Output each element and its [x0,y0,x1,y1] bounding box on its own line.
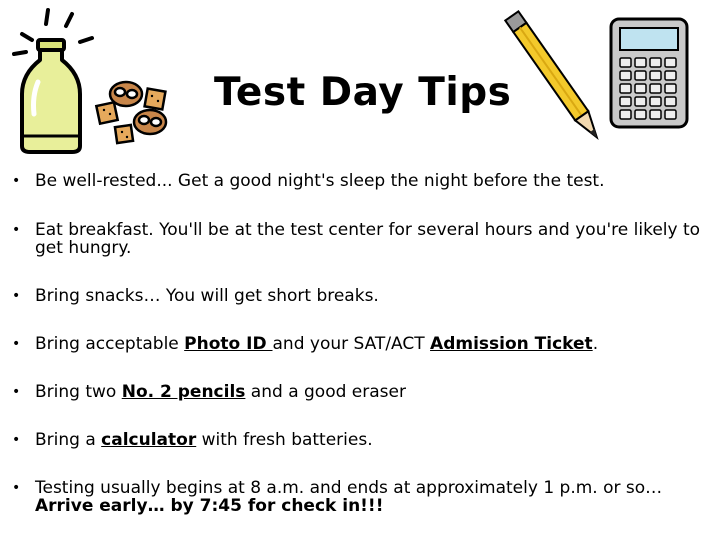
tip-text: Be well-rested... Get a good night's sleep the night before the test. [35,171,605,191]
calculator-key-icon [650,110,661,119]
pencil-icon [496,4,616,154]
bullet: • [12,288,21,304]
list-item [12,287,702,305]
bullet: • [12,222,21,238]
calculator-key-icon [635,110,646,119]
bullet: • [12,384,21,400]
calculator-key-icon [635,58,646,67]
list-item [12,479,702,515]
calculator-key-icon [650,71,661,80]
calculator-key-icon [620,58,631,67]
arrive-early-text: Arrive early… by 7:45 for check in!!! [35,496,384,516]
bullet: • [12,336,21,352]
calculator-key-icon [665,97,676,106]
calculator-key-icon [665,58,676,67]
photo-id-text: Photo ID [184,334,273,354]
list-item [12,335,702,353]
bullet: • [12,173,21,189]
calculator-key-icon [665,71,676,80]
calculator-key-icon [620,84,631,93]
tip-text: Bring snacks… You will get short breaks. [35,286,379,306]
calculator-key-icon [665,84,676,93]
calculator-key-icon [650,84,661,93]
juice-bottle-icon [8,4,103,154]
list-item [12,172,702,190]
calculator-text: calculator [101,430,197,450]
tip-text: Eat breakfast. You'll be at the test center for several hours and you're likely to get hungry. [35,220,701,258]
calculator-key-icon [620,110,631,119]
pencils-text: No. 2 pencils [121,382,246,402]
snacks-icon [94,70,174,150]
tip-text: Testing usually begins at 8 a.m. and ends at approximately 1 p.m. or so… Arrive early… by 7:45 for check in!!! [35,478,663,516]
tip-text: Bring two No. 2 pencils and a good eraser [35,382,406,402]
admission-ticket-text: Admission Ticket [430,334,593,354]
bullet: • [12,480,21,496]
calculator-key-icon [620,71,631,80]
page-title: Test Day Tips [214,70,512,115]
list-item [12,221,702,257]
calculator-key-icon [650,97,661,106]
bullet: • [12,432,21,448]
calculator-icon [608,16,690,130]
calculator-key-icon [635,84,646,93]
calculator-key-icon [635,71,646,80]
tip-text: Bring a calculator with fresh batteries. [35,430,373,450]
list-item [12,431,702,449]
calculator-key-icon [620,97,631,106]
calculator-key-icon [635,97,646,106]
tip-text: Bring acceptable Photo ID and your SAT/ACT Admission Ticket. [35,334,599,354]
list-item [12,383,702,401]
calculator-key-icon [650,58,661,67]
calculator-key-icon [665,110,676,119]
